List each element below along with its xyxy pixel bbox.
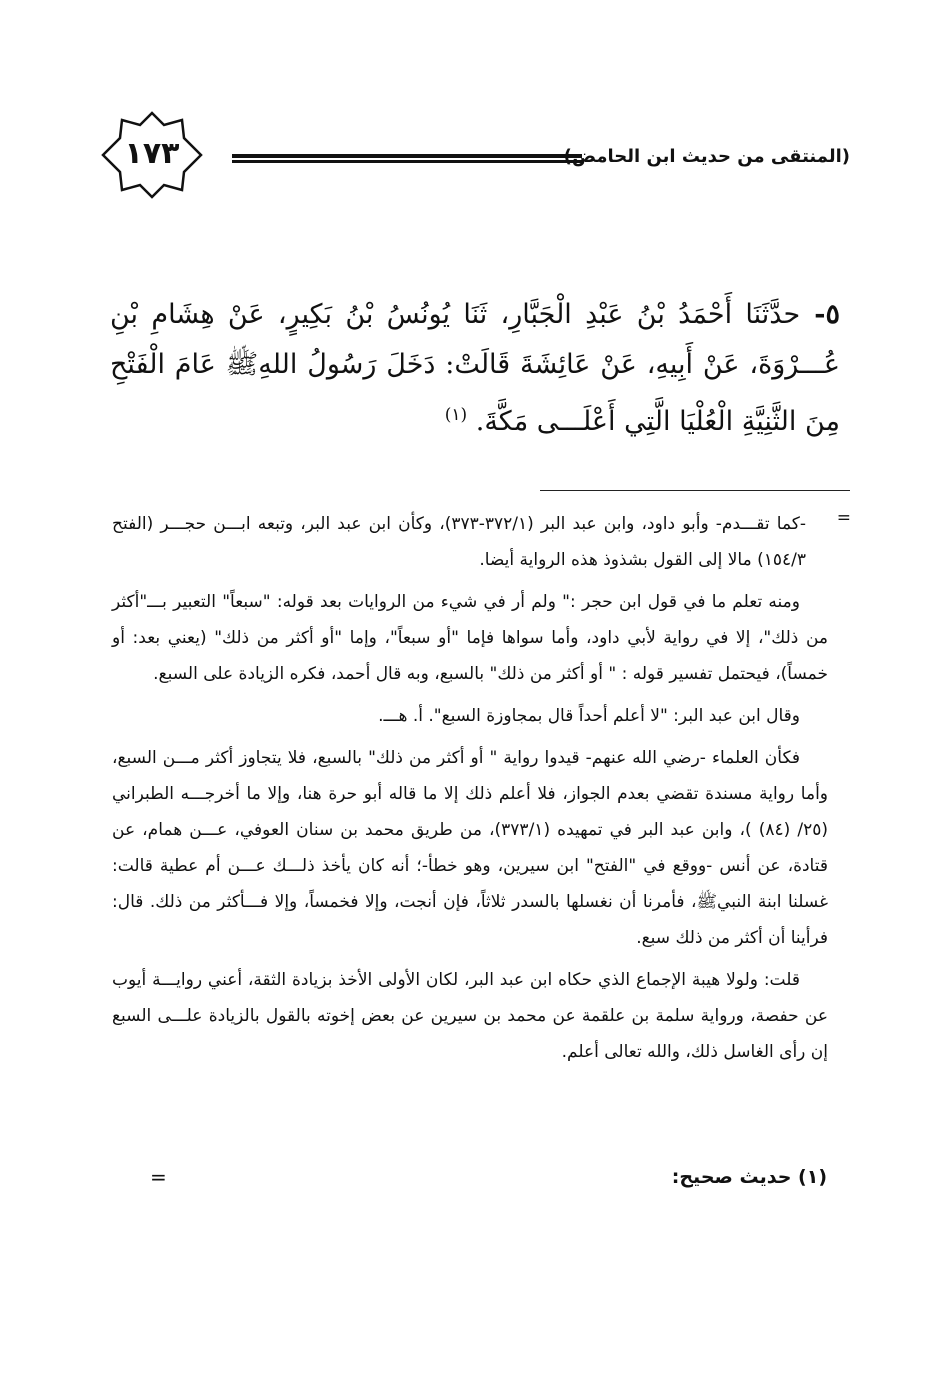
footnote-reference: (١) [444, 405, 468, 425]
header-divider [232, 154, 582, 164]
hadith-number: ٥- [800, 299, 840, 330]
footnote-continuation-mark: = [836, 508, 851, 528]
hadith-text: حدَّثَنَا أَحْمَدُ بْنُ عَبْدِ الْجَبَّارِ، ثَنَا يُونُسُ بْنُ بَكِيرٍ، عَنْ هِشَامِ بْنِ عُـــرْوَةَ، عَنْ أَبِيهِ، عَنْ عَائِشَةَ قَالَتْ: دَخَلَ رَسُولُ اللهِﷺ عَامَ الْفَتْحِ مِنَ الثَّنِيَّةِ الْعُلْيَا الَّتِي أَعْلَـــى مَكَّةَ. [110, 299, 840, 437]
footnote-grading: (١) حديث صحيح: [671, 1166, 827, 1188]
running-title: (المنتقى من حديث ابن الحامض) [563, 146, 850, 167]
footnote-paragraph: وقال ابن عبد البر: "لا أعلم أحداً قال بمجاوزة السبع". أ. هـــ. [378, 706, 800, 726]
footnote-paragraph: قلت: ولولا هيبة الإجماع الذي حكاه ابن عبد البر، لكان الأولى الأخذ بزيادة الثقة، أعني روايـــة أيوب عن حفصة، ورواية سلمة بن علقمة عن محمد بن سيرين عن بعض إخوته بالقول بالزيادة علـــى السبع إن رأى الغاسل ذلك، والله تعالى أعلم. [112, 970, 828, 1062]
footnote-paragraph: فكأن العلماء -رضي الله عنهم- قيدوا رواية " أو أكثر من ذلك" بالسبع، فلا يتجاوز أكثر مـــن السبع، وأما رواية مسندة تقضي بعدم الجواز، فلا أعلم ذلك إلا ما قاله أبو حرة هنا، وإلا ما أخرجـــه الطبراني (٢٥/ (٨٤) )، وابن عبد البر في تمهيده (٣٧٣/١)، من طريق محمد بن سنان العوفي، عـــن همام، عن قتادة، عن أنس -ووقع في "الفتح" ابن سيرين، وهو خطأ-؛ أنه كان يأخذ ذلـــك عـــن أم عطية قالت: غسلنا ابنة النبيﷺ، فأمرنا أن نغسلها بالسدر ثلاثاً، فإن أنجت، وإلا فخمساً، وإلا فـــأكثر من ذلك. قال: فرأينا أن أكثر من ذلك سبع. [112, 748, 829, 948]
footnotes-block [112, 506, 828, 1076]
footnote-end-mark: = [150, 1165, 167, 1189]
page-header [100, 110, 850, 200]
footnote-paragraph: -كما تقـــدم- وأبو داود، وابن عبد البر (٣٧٢/١-٣٧٣)، وكأن ابن عبد البر، وتبعه ابـــن حجـــر (الفتح ١٥٤/٣) مالا إلى القول بشذوذ هذه الرواية أيضا. [112, 514, 806, 570]
page-number-badge [100, 110, 204, 200]
page-number: ١٧٣ [124, 136, 180, 171]
footnote-divider [540, 490, 850, 491]
hadith-text-block [110, 290, 840, 447]
footnote-paragraph: ومنه تعلم ما في قول ابن حجر :" ولم أر في شيء من الروايات بعد قوله: "سبعاً" التعبير بـــ"أكثر من ذلك"، إلا في رواية لأبي داود، وأما سواها فإما "أو سبعاً"، وإما "أو أكثر من ذلك" (يعني بعد: أو خمساً)، فيحتمل تفسير قوله : " أو أكثر من ذلك" بالسبع، وبه قال أحمد، فكره الزيادة على السبع. [112, 592, 828, 684]
